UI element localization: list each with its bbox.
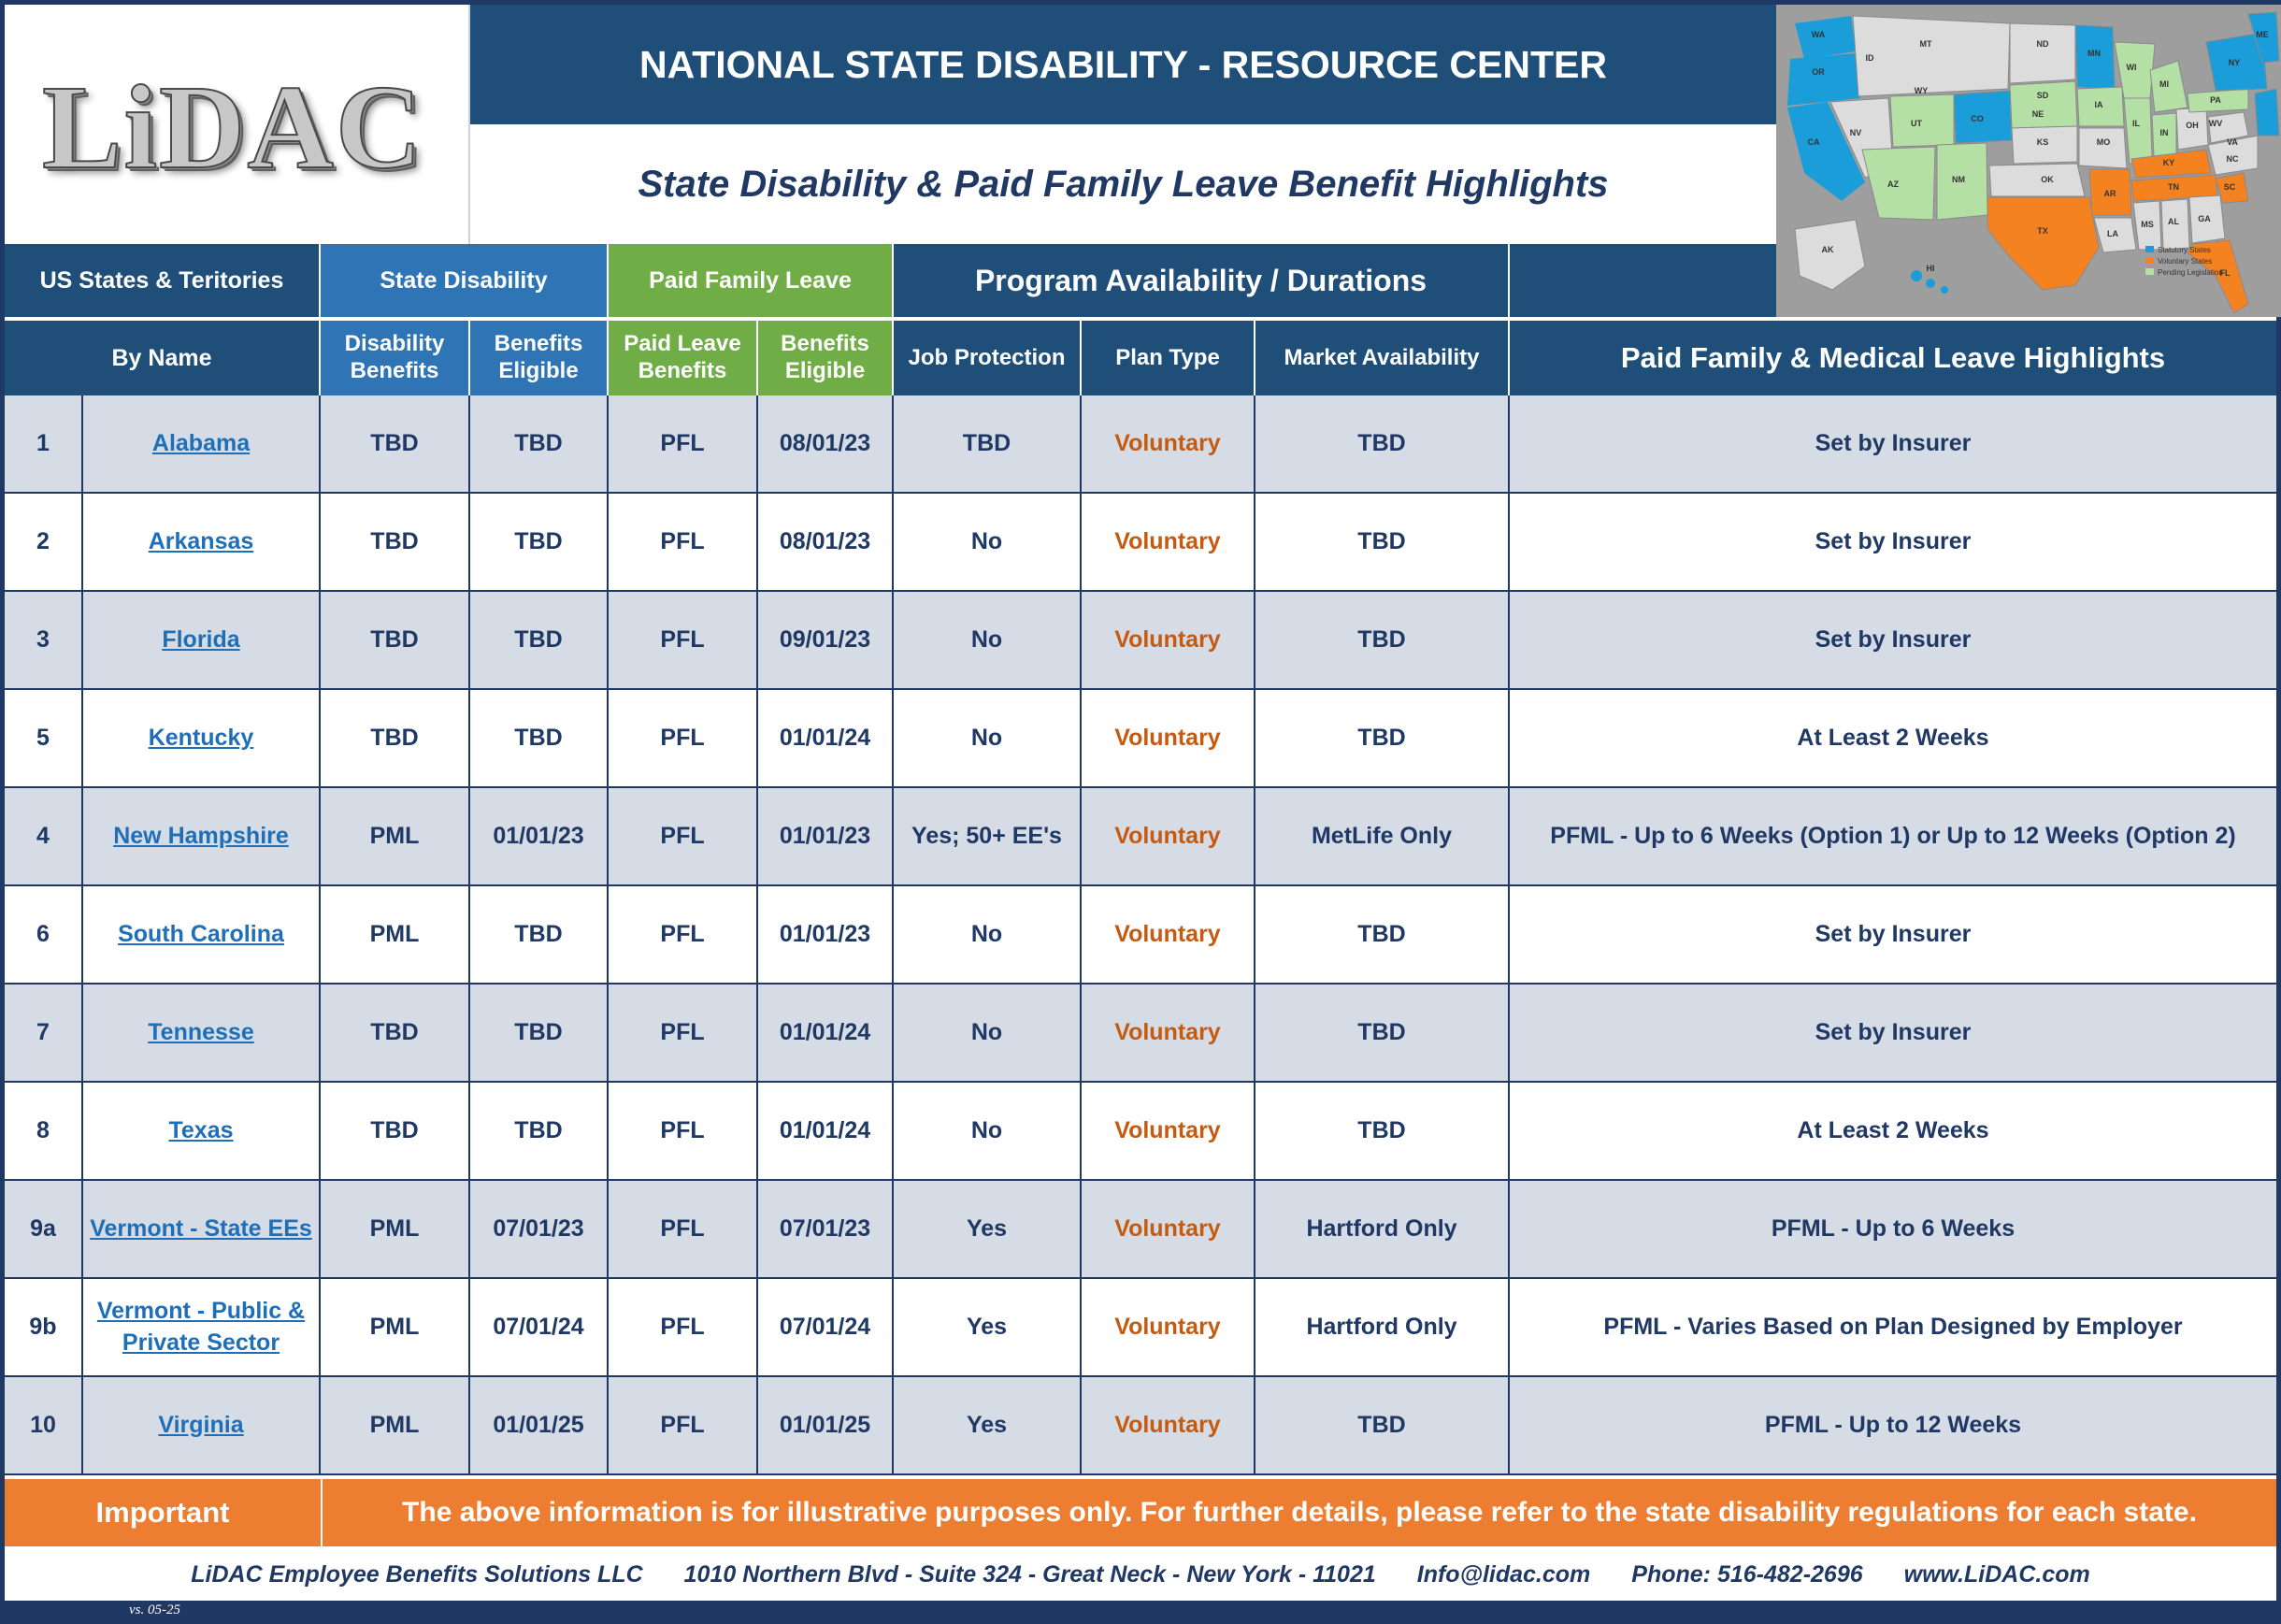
state-cell [83,1083,321,1179]
db-eligible-value: 01/01/25 [470,1377,609,1473]
state-cell [83,690,321,786]
plan-type-value: Voluntary [1082,984,1255,1081]
state-link[interactable]: Florida [162,625,240,653]
version-label: vs. 05-25 [129,1602,180,1617]
map-state-label: ID [1865,53,1874,63]
disability-benefits-value: TBD [321,395,470,492]
paid-leave-benefits-value: PFL [609,1083,758,1179]
highlight-value: At Least 2 Weeks [1797,1116,1989,1143]
map-state-label: NC [2226,154,2239,164]
map-state-label: WV [2208,119,2223,128]
plan-type-value: Voluntary [1082,592,1255,688]
paid-leave-benefits-value: PFL [609,494,758,590]
map-state-label: OK [2041,175,2054,184]
job-protection-value: Yes [894,1377,1082,1473]
row-number: 8 [5,1083,83,1179]
disability-benefits-value: PML [321,886,470,983]
plan-type-value: Voluntary [1082,886,1255,983]
highlight-value: PFML - Varies Based on Plan Designed by Employer [1603,1313,2183,1340]
plan-type-value: Voluntary [1082,494,1255,590]
highlight-value: Set by Insurer [1815,920,1972,947]
state-cell [83,1181,321,1277]
db-eligible-value: TBD [470,395,609,492]
job-protection-value: Yes; 50+ EE's [894,788,1082,884]
disability-benefits-value: TBD [321,592,470,688]
map-state-label: IN [2159,128,2169,137]
market-availability-value: TBD [1255,690,1510,786]
state-cell [83,494,321,590]
disability-benefits-value: PML [321,788,470,884]
pl-eligible-value: 01/01/23 [758,886,894,983]
job-protection-value: TBD [894,395,1082,492]
plan-type-value: Voluntary [1082,395,1255,492]
row-number: 6 [5,886,83,983]
highlight-value: At Least 2 Weeks [1797,724,1989,751]
pl-eligible-value: 08/01/23 [758,494,894,590]
market-availability-value: TBD [1255,886,1510,983]
paid-leave-benefits-value: PFL [609,395,758,492]
contact-bar [5,1548,2276,1601]
page-title: NATIONAL STATE DISABILITY - RESOURCE CENTER [470,5,1776,124]
state-link[interactable]: Alabama [151,429,251,456]
paid-leave-benefits-value: PFL [609,788,758,884]
table-row [5,1377,2276,1475]
map-state-label: AZ [1887,180,1899,189]
table-row [5,984,2276,1083]
row-number: 5 [5,690,83,786]
job-protection-value: No [894,494,1082,590]
db-eligible-value: TBD [470,1083,609,1179]
page-subtitle: State Disability & Paid Family Leave Benefit Highlights [470,124,1776,244]
state-cell [83,592,321,688]
table-row [5,592,2276,690]
map-state-label: SD [2036,91,2049,100]
map-state-label: NV [1849,128,1862,137]
table-row [5,1279,2276,1377]
row-number: 7 [5,984,83,1081]
paid-leave-benefits-value: PFL [609,690,758,786]
paid-leave-benefits-value: PFL [609,592,758,688]
state-link[interactable]: Vermont - Public & Private Sector [96,1297,306,1356]
map-state-label: CO [1971,114,1984,123]
disability-benefits-value: TBD [321,494,470,590]
important-label: Important [5,1479,323,1546]
map-state-label: MT [1919,39,1932,49]
db-eligible-value: TBD [470,592,609,688]
map-state-label: GA [2198,214,2211,223]
pl-eligible-value: 01/01/24 [758,984,894,1081]
market-availability-value: TBD [1255,1377,1510,1473]
map-state-label: LA [2107,229,2118,238]
map-state-label: WA [1811,30,1826,39]
job-protection-value: Yes [894,1279,1082,1375]
benefits-table-body [5,395,2276,1475]
map-legend-statutory: Statutory States [2158,246,2211,254]
col-plan-type: Plan Type [1082,319,1255,395]
paid-leave-benefits-value: PFL [609,1377,758,1473]
map-state-label: MO [2096,137,2111,147]
disability-benefits-value: TBD [321,984,470,1081]
map-state-label: OR [1812,67,1825,77]
map-state-label: AL [2168,217,2179,226]
row-number: 4 [5,788,83,884]
header-paid-family-leave: Paid Family Leave [609,244,894,317]
state-cell [83,395,321,492]
highlight-value: Set by Insurer [1815,527,1972,554]
job-protection-value: Yes [894,1181,1082,1277]
state-link[interactable]: New Hampshire [113,822,289,849]
db-eligible-value: TBD [470,886,609,983]
db-eligible-value: 07/01/23 [470,1181,609,1277]
state-link[interactable]: Virginia [158,1411,244,1438]
state-cell [83,984,321,1081]
table-row [5,788,2276,886]
plan-type-value: Voluntary [1082,1181,1255,1277]
disability-benefits-value: TBD [321,690,470,786]
db-eligible-value: 01/01/23 [470,788,609,884]
state-link[interactable]: Vermont - State EEs [90,1214,312,1242]
map-state-label: KS [2036,137,2049,147]
market-availability-value: Hartford Only [1255,1279,1510,1375]
header-program-availability: Program Availability / Durations [894,244,1510,317]
company-website[interactable]: www.LiDAC.com [1903,1560,2090,1588]
row-number: 2 [5,494,83,590]
map-state-label: NM [1952,175,1965,184]
highlight-value: PFML - Up to 6 Weeks [1771,1214,2016,1242]
map-state-label: WI [2126,63,2137,72]
table-row [5,690,2276,788]
pl-eligible-value: 01/01/25 [758,1377,894,1473]
map-state-label: PA [2210,95,2221,105]
state-link[interactable]: Tennesse [148,1018,254,1045]
paid-leave-benefits-value: PFL [609,984,758,1081]
plan-type-value: Voluntary [1082,1377,1255,1473]
map-state-label: KY [2162,158,2175,167]
plan-type-value: Voluntary [1082,1083,1255,1179]
paid-leave-benefits-value: PFL [609,1181,758,1277]
map-state-label: WY [1914,86,1929,95]
state-link[interactable]: South Carolina [118,920,284,947]
map-state-label: VA [2227,137,2238,147]
map-legend-voluntary: Voluntary States [2158,257,2213,266]
job-protection-value: No [894,592,1082,688]
col-disability-benefits: Disability Benefits [321,319,470,395]
pl-eligible-value: 09/01/23 [758,592,894,688]
row-number: 9b [5,1279,83,1375]
job-protection-value: No [894,690,1082,786]
table-row [5,494,2276,592]
db-eligible-value: TBD [470,690,609,786]
col-paid-leave-benefits: Paid Leave Benefits [609,319,758,395]
company-name: LiDAC Employee Benefits Solutions LLC [191,1560,643,1588]
state-link[interactable]: Kentucky [148,724,254,751]
col-pl-eligible: Benefits Eligible [758,319,894,395]
version-bar [5,1601,2276,1624]
map-state-label: ME [2256,30,2269,39]
market-availability-value: TBD [1255,592,1510,688]
col-market-availability: Market Availability [1255,319,1510,395]
highlight-value: Set by Insurer [1815,1018,1972,1045]
map-state-label: HI [1926,264,1935,273]
us-map-icon [1776,5,2281,317]
db-eligible-value: 07/01/24 [470,1279,609,1375]
contact-phone: Phone: 516-482-2696 [1631,1560,1863,1588]
disability-benefits-value: PML [321,1377,470,1473]
map-state-label: MI [2159,79,2169,89]
disability-benefits-value: PML [321,1279,470,1375]
state-link[interactable]: Texas [168,1116,234,1143]
market-availability-value: MetLife Only [1255,788,1510,884]
highlight-value: Set by Insurer [1815,429,1972,456]
table-row [5,1181,2276,1279]
disability-benefits-value: PML [321,1181,470,1277]
pl-eligible-value: 01/01/23 [758,788,894,884]
map-state-label: TN [2168,182,2179,192]
map-state-label: MS [2141,220,2154,229]
job-protection-value: No [894,984,1082,1081]
lidac-logo: LiDAC [42,61,424,194]
map-state-label: CA [1807,137,1820,147]
map-state-label: NE [2031,109,2044,119]
highlight-value: Set by Insurer [1815,625,1972,653]
plan-type-value: Voluntary [1082,1279,1255,1375]
map-state-label: FL [2219,268,2231,278]
header-state-disability: State Disability [321,244,609,317]
logo-area [5,5,470,244]
pl-eligible-value: 08/01/23 [758,395,894,492]
state-cell [83,886,321,983]
pl-eligible-value: 01/01/24 [758,1083,894,1179]
state-cell [83,788,321,884]
job-protection-value: No [894,1083,1082,1179]
plan-type-value: Voluntary [1082,788,1255,884]
plan-type-value: Voluntary [1082,690,1255,786]
contact-email[interactable]: Info@lidac.com [1416,1560,1591,1588]
map-state-label: SC [2223,182,2236,192]
market-availability-value: TBD [1255,984,1510,1081]
company-address: 1010 Northern Blvd - Suite 324 - Great Neck - New York - 11021 [683,1560,1376,1588]
row-number: 1 [5,395,83,492]
row-number: 3 [5,592,83,688]
map-state-label: AR [2103,189,2116,198]
state-cell [83,1279,321,1375]
col-db-eligible: Benefits Eligible [470,319,609,395]
map-state-label: MN [2087,49,2101,58]
market-availability-value: TBD [1255,395,1510,492]
col-highlights: Paid Family & Medical Leave Highlights [1510,319,2276,395]
map-state-label: NY [2228,58,2241,67]
map-legend-pending: Pending Legislation [2158,268,2223,277]
row-number: 10 [5,1377,83,1473]
disability-benefits-value: TBD [321,1083,470,1179]
table-row [5,395,2276,494]
pl-eligible-value: 07/01/24 [758,1279,894,1375]
header-blank [1510,244,1776,317]
table-row [5,886,2276,984]
important-notice [5,1479,2276,1546]
map-state-label: TX [2037,226,2048,236]
market-availability-value: TBD [1255,494,1510,590]
us-map-image [1776,5,2281,317]
map-state-label: IA [2094,100,2103,109]
col-by-name: By Name [5,319,321,395]
paid-leave-benefits-value: PFL [609,1279,758,1375]
col-job-protection: Job Protection [894,319,1082,395]
highlight-value: PFML - Up to 6 Weeks (Option 1) or Up to 12 Weeks (Option 2) [1550,822,2236,849]
header-us-states: US States & Teritories [5,244,321,317]
map-state-label: UT [1911,119,1922,128]
map-state-label: OH [2186,121,2199,130]
paid-leave-benefits-value: PFL [609,886,758,983]
market-availability-value: TBD [1255,1083,1510,1179]
pl-eligible-value: 07/01/23 [758,1181,894,1277]
map-state-label: ND [2036,39,2049,49]
state-cell [83,1377,321,1473]
map-state-label: AK [1821,245,1834,254]
market-availability-value: Hartford Only [1255,1181,1510,1277]
row-number: 9a [5,1181,83,1277]
state-link[interactable]: Arkansas [148,527,254,554]
highlight-value: PFML - Up to 12 Weeks [1764,1411,2022,1438]
job-protection-value: No [894,886,1082,983]
map-state-label: IL [2132,119,2140,128]
important-text: The above information is for illustrative purposes only. For further details, please refer to the state disability regulations for each state. [402,1497,2197,1528]
table-row [5,1083,2276,1181]
db-eligible-value: TBD [470,984,609,1081]
pl-eligible-value: 01/01/24 [758,690,894,786]
db-eligible-value: TBD [470,494,609,590]
